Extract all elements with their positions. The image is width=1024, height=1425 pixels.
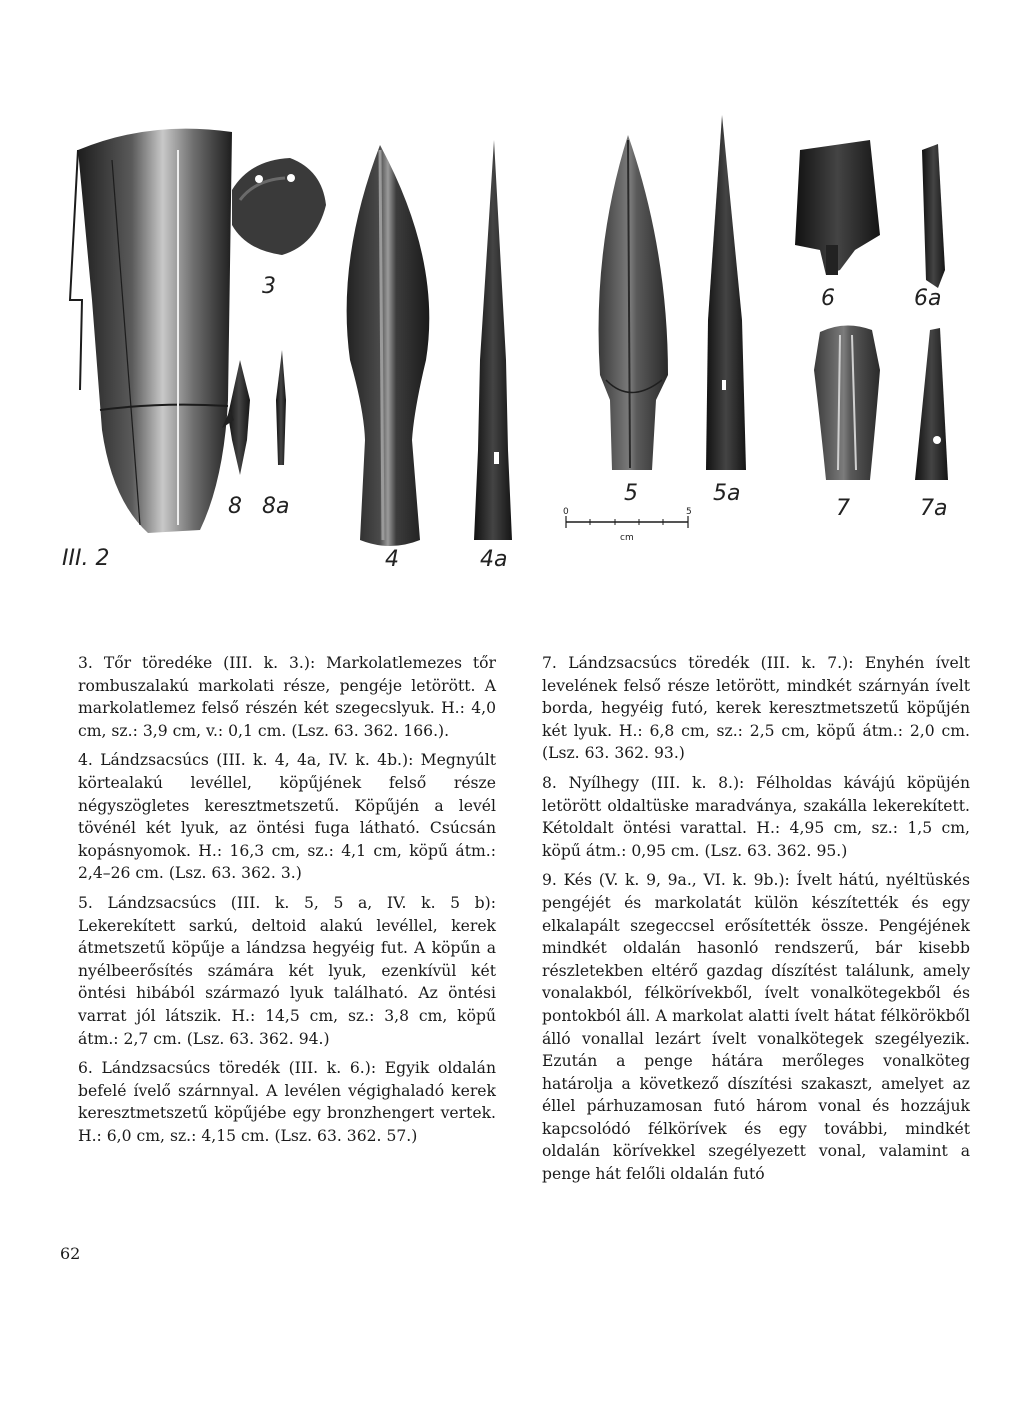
label-fig-8a: 8a <box>262 494 290 519</box>
scale-bar <box>563 507 692 543</box>
entry-5-spearhead: 5. Lándzsacsúcs (III. k. 5, 5 a, IV. k. 5 b): Lekerekített sarkú, deltoid alakú levéllel, kerek átmetszetű köpűje a lándzsa hegyéig fut. A köpűn a nyélbeerősítés számára két lyuk, ezenkívül két öntési hibából származó lyuk található. Az öntési varrat jól látszik. H.: 14,5 cm, sz.: 3,8 cm, köpű átm.: 2,7 cm. (Lsz. 63. 362. 94.) <box>78 893 496 1048</box>
left-text-column <box>78 652 496 1154</box>
scale-end-label: 5 <box>686 507 692 517</box>
figure-5-spearhead <box>599 135 668 470</box>
artifact-plate-illustration <box>0 0 1024 600</box>
scale-unit-label: cm <box>620 533 634 543</box>
label-fig-7a: 7a <box>920 496 948 521</box>
label-fig-6a: 6a <box>914 286 942 311</box>
label-fig-4a: 4a <box>480 547 508 572</box>
label-fig-3: 3 <box>262 274 276 299</box>
figure-5a-spearhead-side <box>706 115 746 470</box>
entry-3-dagger: 3. Tőr töredéke (III. k. 3.): Markolatlemezes tőr rombuszalakú markolati része, pengéje letörött. A markolatlemez felső részén két szegecslyuk. H.: 4,0 cm, sz.: 3,9 cm, v.: 0,1 cm. (Lsz. 63. 362. 166.). <box>78 654 496 740</box>
label-fig-7: 7 <box>836 496 850 521</box>
figure-8a-arrowhead-side <box>276 350 286 465</box>
plate-number-label: III. 2 <box>62 546 110 571</box>
label-fig-8: 8 <box>228 494 242 519</box>
figure-4a-spearhead-side <box>474 140 512 540</box>
figure-7-spearhead-fragment <box>814 325 880 480</box>
scale-start-label: 0 <box>563 507 569 517</box>
entry-9-knife: 9. Kés (V. k. 9, 9a., VI. k. 9b.): Ívelt hátú, nyéltüskés pengéjét és markolatát külön készítették és egy elkalapált szegeccsel erősítették össze. Pengéjének mindkét oldalán hasonló rendszerű, bár kisebb részletekben eltérő gazdag díszítést találunk, amely vonalakból, félkörívekből, ívelt vonalkötegekből és pontokból áll. A markolat alatti ívelt hátat félkörökből álló vonallal lezárt ívelt vonalkötegek szegélyezik. Ezután a penge hátára merőleges vonalköteg határolja a következő díszítési szakaszt, amelyet az éllel párhuzamosan futó három vonal és hozzájuk kapcsolódó félkörívek és egy további, mindkét oldalán körívekkel szegélyezett vonal, valamint a penge hát felőli oldalán futó <box>542 871 970 1184</box>
figure-4-spearhead <box>347 145 430 546</box>
entry-8-arrowhead: 8. Nyílhegy (III. k. 8.): Félholdas kávájú köpüjén letörött oldaltüske maradványa, szakálla lekerekített. Kétoldalt öntési varattal. H.: 4,95 cm, sz.: 1,5 cm, köpű átm.: 0,95 cm. (Lsz. 63. 362. 95.) <box>542 773 970 860</box>
figure-6-spearhead-fragment <box>795 140 880 275</box>
label-fig-5a: 5a <box>713 481 741 506</box>
figure-7a-fragment-side <box>915 328 948 480</box>
figure-6a-fragment-side <box>922 144 945 288</box>
entry-4-spearhead: 4. Lándzsacsúcs (III. k. 4, 4a, IV. k. 4b.): Megnyúlt körtealakú levéllel, köpűjének felső része négyszögletes keresztmetszetű. Köpűjén a levél tövénél két lyuk, az öntési fuga látható. Csúcsán kopásnyomok. H.: 16,3 cm, sz.: 4,1 cm, köpű átm.: 2,4–26 cm. (Lsz. 63. 362. 3.) <box>78 751 496 883</box>
right-text-column <box>542 652 970 1193</box>
page-number: 62 <box>60 1244 81 1263</box>
figure-2-socket-fragment <box>70 129 232 533</box>
label-fig-6: 6 <box>821 286 835 311</box>
figure-3-dagger-fragment <box>232 158 326 255</box>
label-fig-5: 5 <box>624 481 638 506</box>
label-fig-4: 4 <box>385 547 399 572</box>
entry-7-spearhead-fragment: 7. Lándzsacsúcs töredék (III. k. 7.): Enyhén ívelt levelének felső része letörött, mindkét szárnyán ívelt borda, hegyéig futó, kerek keresztmetszetű köpűjén két lyuk. H.: 6,8 cm, sz.: 2,5 cm, köpű átm.: 2,0 cm. (Lsz. 63. 362. 93.) <box>542 654 970 763</box>
entry-6-spearhead-fragment: 6. Lándzsacsúcs töredék (III. k. 6.): Egyik oldalán befelé ívelő szárnnyal. A levélen végighaladó kerek keresztmetszetű köpűjébe egy bronzhengert vertek. H.: 6,0 cm, sz.: 4,15 cm. (Lsz. 63. 362. 57.) <box>78 1059 496 1145</box>
